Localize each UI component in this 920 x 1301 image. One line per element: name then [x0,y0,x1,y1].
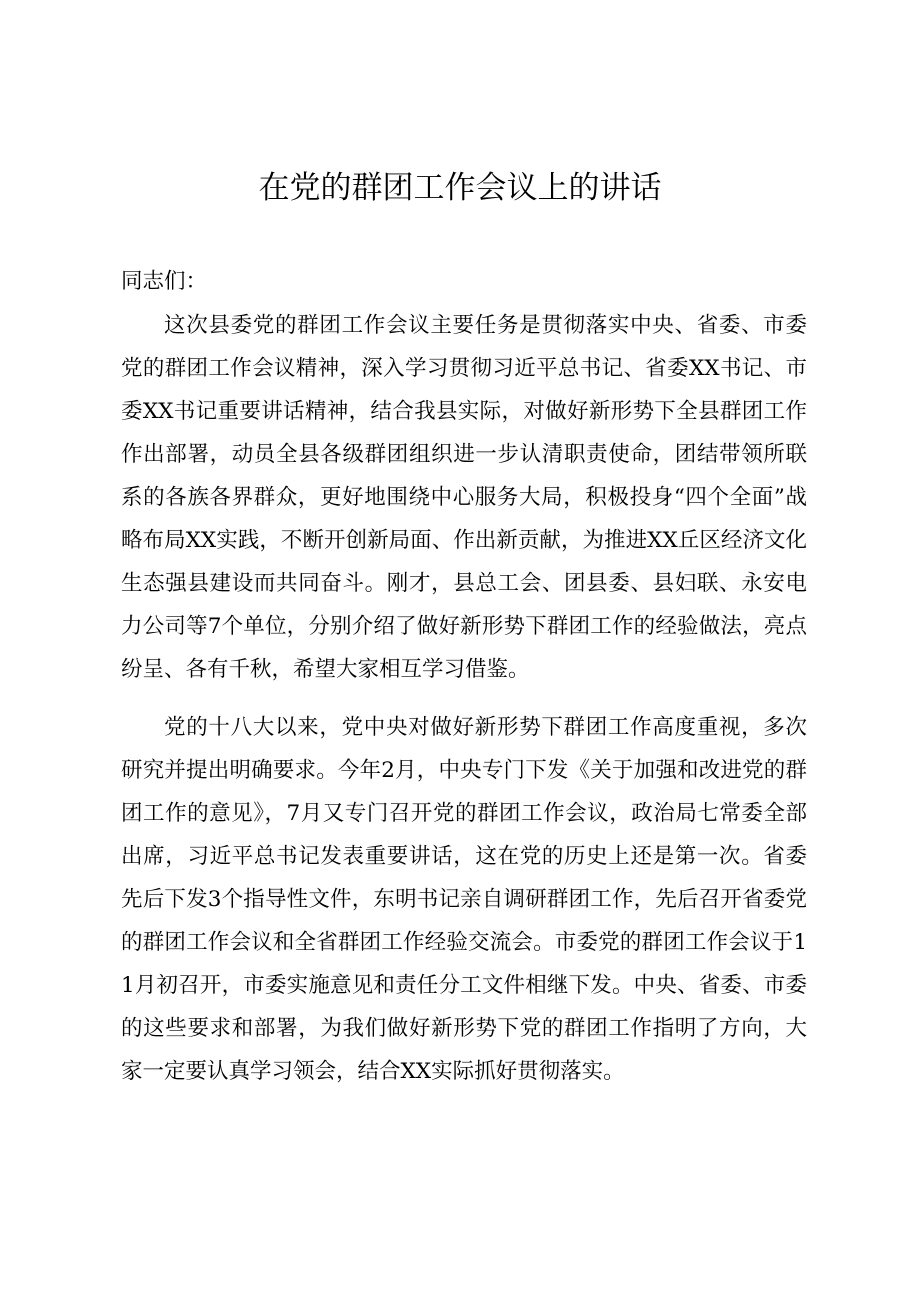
paragraph-1: 这次县委党的群团工作会议主要任务是贯彻落实中央、省委、市委党的群团工作会议精神，深入学习贯彻习近平总书记、省委XX书记、市委XX书记重要讲话精神，结合我县实际，对做好新形势下全县群团工作作出部署，动员全县各级群团组织进一步认清职责使命，团结带领所联系的各族各界群众，更好地围绕中心服务大局，积极投身“四个全面”战略布局XX实践，不断开创新局面、作出新贡献，为推进XX丘区经济文化生态强县建设而共同奋斗。刚才，县总工会、团县委、县妇联、永安电力公司等7个单位，分别介绍了做好新形势下群团工作的经验做法，亮点纷呈、各有千秋，希望大家相互学习借鉴。 [121,313,807,682]
document-title: 在党的群团工作会议上的讲话 [258,170,662,206]
salutation: 同志们： [121,269,208,294]
paragraph-2: 党的十八大以来，党中央对做好新形势下群团工作高度重视，多次研究并提出明确要求。今年2月，中央专门下发《关于加强和改进党的群团工作的意见》，7月又专门召开党的群团工作会议，政治局七常委全部出席，习近平总书记发表重要讲话，这在党的历史上还是第一次。省委先后下发3个指导性文件，东明书记亲自调研群团工作，先后召开省委党的群团工作会议和全省群团工作经验交流会。市委党的群团工作会议于11月初召开，市委实施意见和责任分工文件相继下发。中央、省委、市委的这些要求和部署，为我们做好新形势下党的群团工作指明了方向，大家一定要认真学习领会，结合XX实际抓好贯彻落实。 [121,715,807,1084]
